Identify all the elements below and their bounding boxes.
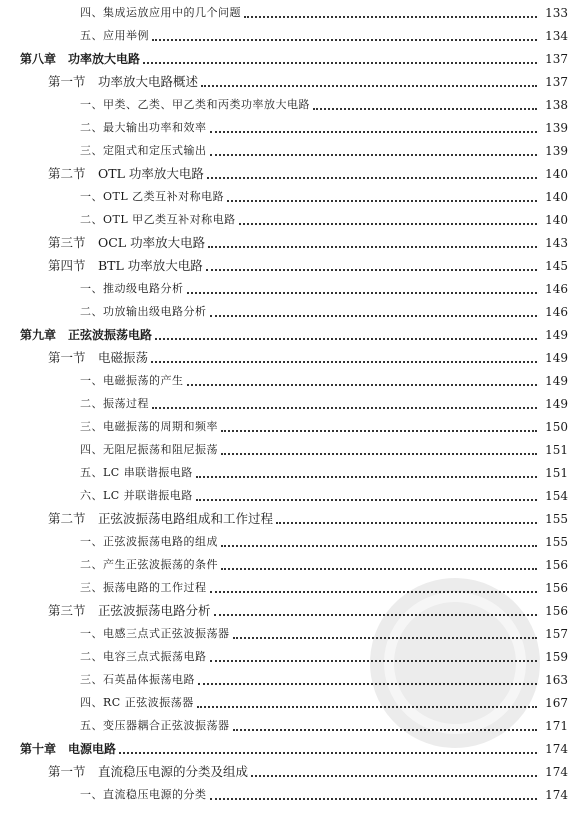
toc-entry-item — [0, 646, 574, 668]
toc-entry-item — [0, 186, 574, 208]
toc-entry-section — [0, 163, 574, 185]
toc-entry-item — [0, 117, 574, 139]
toc-entry-page-number: 151 — [545, 443, 568, 457]
toc-entry-item — [0, 278, 574, 300]
toc-entry-section — [0, 508, 574, 530]
toc-entry-page-number: 139 — [545, 121, 568, 135]
toc-entry-item — [0, 439, 574, 461]
toc-entry-title: 第一节 直流稳压电源的分类及组成 — [48, 764, 249, 779]
toc-entry-page-number: 140 — [545, 213, 568, 227]
dot-leader — [214, 613, 537, 616]
toc-entry-title: 二、振荡过程 — [80, 397, 149, 410]
toc-entry-page-number: 134 — [545, 29, 568, 43]
toc-entry-page-number: 163 — [545, 673, 568, 687]
toc-entry-page-number: 174 — [545, 788, 568, 802]
toc-entry-item — [0, 209, 574, 231]
toc-entry-title: 一、OTL 乙类互补对称电路 — [80, 190, 225, 203]
dot-leader — [276, 521, 537, 524]
toc-entry-page-number: 156 — [545, 604, 568, 618]
toc-entry-title: 第二节 OTL 功率放大电路 — [48, 166, 204, 181]
toc-entry-page-number: 146 — [545, 305, 568, 319]
toc-entry-item — [0, 485, 574, 507]
toc-entry-title: 一、正弦波振荡电路的组成 — [80, 535, 218, 548]
dot-leader — [221, 429, 537, 432]
toc-entry-page-number: 159 — [545, 650, 568, 664]
toc-entry-title: 第三节 OCL 功率放大电路 — [48, 235, 206, 250]
toc-entry-item — [0, 393, 574, 415]
toc-entry-title: 二、电容三点式振荡电路 — [80, 650, 207, 663]
toc-entry-item — [0, 692, 574, 714]
toc-entry-title: 第四节 BTL 功率放大电路 — [48, 258, 203, 273]
toc-entry-page-number: 174 — [545, 742, 568, 756]
toc-entry-chapter — [0, 324, 574, 346]
toc-entry-title: 五、应用举例 — [80, 29, 149, 42]
toc-entry-title: 一、电磁振荡的产生 — [80, 374, 184, 387]
toc-entry-title: 第十章 电源电路 — [20, 742, 117, 756]
toc-entry-title: 第二节 正弦波振荡电路组成和工作过程 — [48, 511, 274, 526]
toc-entry-section — [0, 71, 574, 93]
toc-entry-page-number: 149 — [545, 374, 568, 388]
toc-entry-page-number: 157 — [545, 627, 568, 641]
dot-leader — [210, 797, 538, 800]
toc-entry-page-number: 146 — [545, 282, 568, 296]
toc-entry-chapter — [0, 48, 574, 70]
toc-entry-title: 二、最大输出功率和效率 — [80, 121, 207, 134]
toc-entry-page-number: 149 — [545, 397, 568, 411]
toc-entry-page-number: 149 — [545, 328, 568, 342]
dot-leader — [155, 337, 537, 340]
toc-entry-item — [0, 462, 574, 484]
toc-entry-page-number: 145 — [545, 259, 568, 273]
toc-entry-page-number: 140 — [545, 190, 568, 204]
dot-leader — [244, 15, 537, 18]
toc-entry-item — [0, 2, 574, 24]
toc-entry-item — [0, 301, 574, 323]
dot-leader — [227, 199, 537, 202]
dot-leader — [207, 176, 537, 179]
toc-entry-title: 六、LC 并联谐振电路 — [80, 489, 193, 502]
dot-leader — [152, 38, 537, 41]
toc-entry-page-number: 154 — [545, 489, 568, 503]
toc-entry-item — [0, 669, 574, 691]
dot-leader — [251, 774, 537, 777]
dot-leader — [221, 567, 537, 570]
toc-entry-section — [0, 232, 574, 254]
toc-entry-title: 四、集成运放应用中的几个问题 — [80, 6, 241, 19]
toc-entry-page-number: 150 — [545, 420, 568, 434]
dot-leader — [152, 406, 537, 409]
toc-entry-item — [0, 531, 574, 553]
dot-leader — [196, 475, 537, 478]
toc-entry-page-number: 171 — [545, 719, 568, 733]
dot-leader — [196, 498, 537, 501]
toc-entry-item — [0, 370, 574, 392]
toc-entry-title: 一、直流稳压电源的分类 — [80, 788, 207, 801]
toc-entry-page-number: 155 — [545, 512, 568, 526]
toc-entry-title: 三、电磁振荡的周期和频率 — [80, 420, 218, 433]
toc-entry-title: 四、无阻尼振荡和阻尼振荡 — [80, 443, 218, 456]
toc-entry-item — [0, 94, 574, 116]
dot-leader — [221, 544, 537, 547]
toc-entry-page-number: 137 — [545, 75, 568, 89]
toc-entry-page-number: 138 — [545, 98, 568, 112]
toc-entry-page-number: 149 — [545, 351, 568, 365]
toc-entry-page-number: 140 — [545, 167, 568, 181]
toc-entry-section — [0, 255, 574, 277]
dot-leader — [210, 590, 538, 593]
toc-entry-page-number: 137 — [545, 52, 568, 66]
toc-entry-title: 第九章 正弦波振荡电路 — [20, 328, 153, 342]
dot-leader — [187, 383, 538, 386]
toc-entry-title: 二、产生正弦波振荡的条件 — [80, 558, 218, 571]
dot-leader — [151, 360, 537, 363]
toc-entry-title: 一、推动级电路分析 — [80, 282, 184, 295]
toc-entry-title: 第八章 功率放大电路 — [20, 52, 141, 66]
toc-entry-section — [0, 761, 574, 783]
toc-entry-title: 一、甲类、乙类、甲乙类和丙类功率放大电路 — [80, 98, 310, 111]
dot-leader — [233, 728, 538, 731]
toc-entry-item — [0, 623, 574, 645]
dot-leader — [206, 268, 537, 271]
toc-entry-page-number: 143 — [545, 236, 568, 250]
dot-leader — [143, 61, 537, 64]
toc-entry-section — [0, 600, 574, 622]
toc-entry-page-number: 167 — [545, 696, 568, 710]
dot-leader — [210, 153, 538, 156]
toc-entry-chapter — [0, 738, 574, 760]
toc-entry-title: 二、功放输出级电路分析 — [80, 305, 207, 318]
dot-leader — [201, 84, 537, 87]
toc-entry-item — [0, 784, 574, 806]
dot-leader — [210, 130, 538, 133]
dot-leader — [221, 452, 537, 455]
toc-entry-title: 第一节 电磁振荡 — [48, 350, 149, 365]
toc-entry-title: 五、变压器耦合正弦波振荡器 — [80, 719, 230, 732]
toc-entry-page-number: 133 — [545, 6, 568, 20]
toc-entry-page-number: 155 — [545, 535, 568, 549]
dot-leader — [210, 659, 538, 662]
toc-entry-item — [0, 715, 574, 737]
toc-entry-title: 五、LC 串联谐振电路 — [80, 466, 193, 479]
dot-leader — [119, 751, 537, 754]
toc-entry-title: 三、定阻式和定压式输出 — [80, 144, 207, 157]
toc-entry-title: 四、RC 正弦波振荡器 — [80, 696, 194, 709]
toc-entry-page-number: 139 — [545, 144, 568, 158]
dot-leader — [239, 222, 537, 225]
toc-entry-title: 二、OTL 甲乙类互补对称电路 — [80, 213, 236, 226]
toc-entry-item — [0, 577, 574, 599]
toc-entry-section — [0, 347, 574, 369]
dot-leader — [233, 636, 538, 639]
toc-entry-title: 三、振荡电路的工作过程 — [80, 581, 207, 594]
toc-entry-item — [0, 554, 574, 576]
dot-leader — [313, 107, 537, 110]
dot-leader — [210, 314, 538, 317]
toc-entry-item — [0, 140, 574, 162]
toc-entry-page-number: 151 — [545, 466, 568, 480]
toc-entry-item — [0, 416, 574, 438]
toc-entry-title: 三、石英晶体振荡电路 — [80, 673, 195, 686]
toc-entry-page-number: 156 — [545, 558, 568, 572]
toc-entry-title: 第三节 正弦波振荡电路分析 — [48, 603, 211, 618]
dot-leader — [187, 291, 538, 294]
dot-leader — [198, 682, 537, 685]
toc-entry-title: 第一节 功率放大电路概述 — [48, 74, 199, 89]
toc-entry-page-number: 174 — [545, 765, 568, 779]
toc-entry-page-number: 156 — [545, 581, 568, 595]
dot-leader — [208, 245, 537, 248]
toc-entry-title: 一、电感三点式正弦波振荡器 — [80, 627, 230, 640]
toc-entry-item — [0, 25, 574, 47]
dot-leader — [197, 705, 537, 708]
